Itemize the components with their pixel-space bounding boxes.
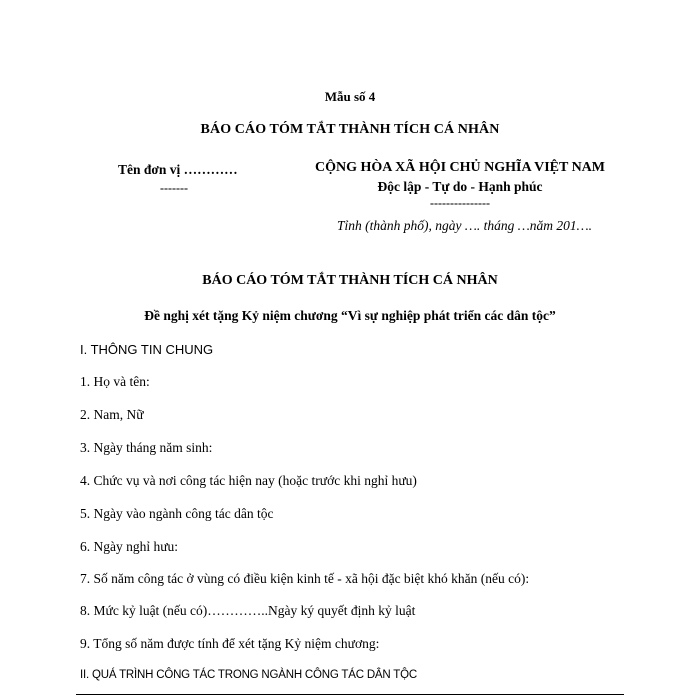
item-full-name: 1. Họ và tên: <box>80 374 150 389</box>
item-discipline: 8. Mức kỷ luật (nếu có)…………..Ngày ký quyết định kỷ luật <box>80 603 416 618</box>
unit-dashes: ------- <box>160 181 188 195</box>
unit-name-label: Tên đơn vị ………… <box>118 162 238 177</box>
section-2-heading: II. QUÁ TRÌNH CÔNG TÁC TRONG NGÀNH CÔNG TÁC DÂN TỘC <box>80 669 417 681</box>
item-total-years: 9. Tổng số năm được tính để xét tặng Kỷ niệm chương: <box>80 636 380 651</box>
item-join-date: 5. Ngày vào ngành công tác dân tộc <box>80 506 274 521</box>
item-hardship-years: 7. Số năm công tác ở vùng có điều kiện kinh tế - xã hội đặc biệt khó khăn (nếu có): <box>80 571 530 586</box>
item-position-workplace: 4. Chức vụ và nơi công tác hiện nay (hoặc trước khi nghỉ hưu) <box>80 473 417 488</box>
place-date-line: Tỉnh (thành phố), ngày …. tháng …năm 201…. <box>337 218 593 233</box>
country-name: CỘNG HÒA XÃ HỘI CHỦ NGHĨA VIỆT NAM <box>314 160 605 175</box>
item-birth-date: 3. Ngày tháng năm sinh: <box>80 440 213 455</box>
report-subtitle: Đề nghị xét tặng Kỷ niệm chương “Vì sự nghiệp phát triển các dân tộc” <box>144 308 556 323</box>
section-1-heading: I. THÔNG TIN CHUNG <box>80 342 214 357</box>
form-number: Mẫu số 4 <box>324 89 376 104</box>
item-gender: 2. Nam, Nữ <box>80 407 144 422</box>
national-motto: Độc lập - Tự do - Hạnh phúc <box>377 179 543 194</box>
item-retirement-date: 6. Ngày nghỉ hưu: <box>80 539 179 554</box>
top-title: BÁO CÁO TÓM TẮT THÀNH TÍCH CÁ NHÂN <box>200 122 500 137</box>
table-top-rule <box>76 694 624 695</box>
report-title: BÁO CÁO TÓM TẮT THÀNH TÍCH CÁ NHÂN <box>202 273 498 288</box>
motto-dashes: --------------- <box>430 196 490 210</box>
